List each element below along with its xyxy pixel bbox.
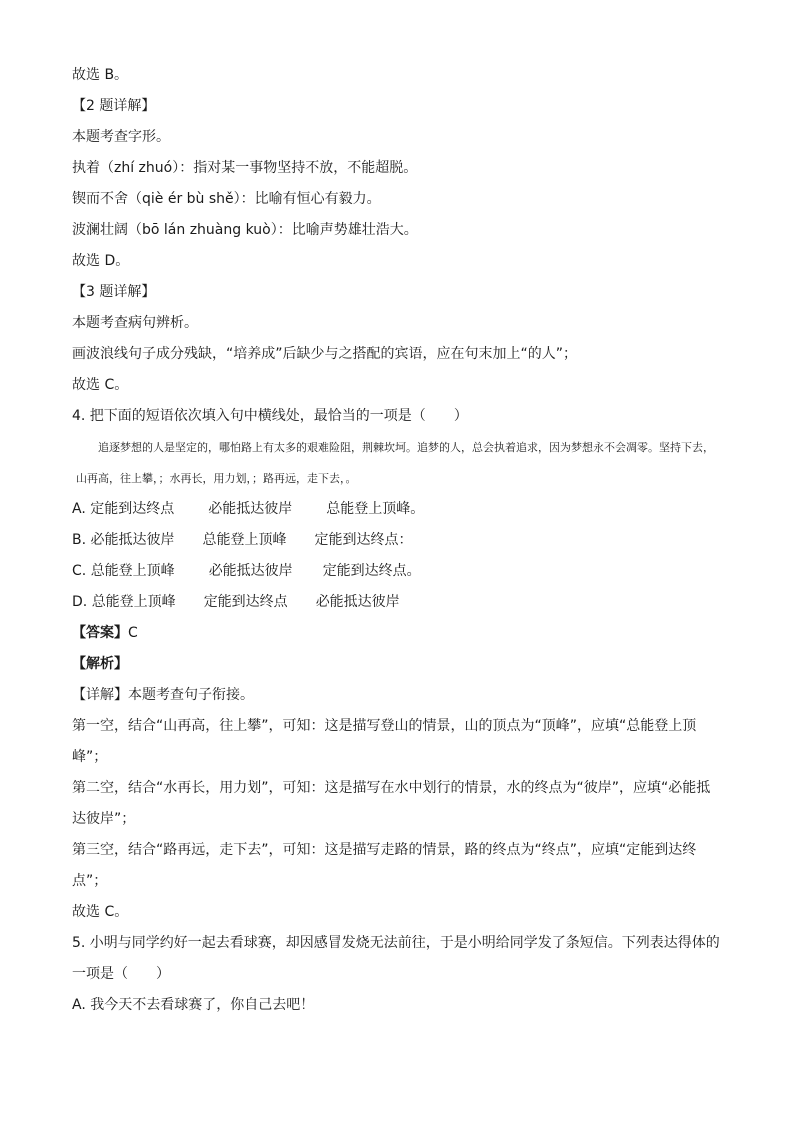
conclusion-q1: 故选 B。 [72, 67, 129, 83]
analysis-q3: 画波浪线句子成分残缺，“培养成”后缺少与之搭配的宾语，应在句末加上“的人”； [72, 346, 578, 362]
option-phrase-1: 必能抵达彼岸 [90, 532, 175, 548]
section-heading-q3: 【3 题详解】 [72, 284, 156, 300]
option-phrase-3: 总能登上顶峰。 [326, 501, 425, 517]
question-5-stem-line-2 [72, 959, 724, 990]
conclusion-q4: 故选 C。 [72, 904, 129, 920]
option-letter: A. [72, 501, 86, 517]
analysis-label: 【解析】 [72, 656, 128, 672]
option-phrase-3: 定能到达终点： [314, 532, 413, 548]
option-phrase-2: 定能到达终点 [203, 594, 288, 610]
blank-2-explanation: 第二空，结合“水再长，用力划”，可知：这是描写在水中划行的情景，水的终点为“彼岸”，应填“必能抵达彼岸”； [72, 780, 711, 827]
option-b [72, 525, 724, 556]
question-5-option-a: A. 我今天不去看球赛了，你自己去吧！ [72, 997, 315, 1013]
detail-line [72, 680, 724, 711]
option-d [72, 587, 724, 618]
option-phrase-2: 必能抵达彼岸 [208, 501, 293, 517]
word-explanation-bolanzhuangkuo: 波澜壮阔（bō lán zhuàng kuò）：比喻声势雄壮浩大。 [72, 222, 418, 238]
word-explanation-qieerbushe: 锲而不舍（qiè ér bù shě）：比喻有恒心有毅力。 [72, 191, 381, 207]
option-c [72, 556, 724, 587]
option-phrase-2: 必能抵达彼岸 [208, 563, 293, 579]
option-phrase-1: 定能到达终点 [90, 501, 175, 517]
topic-q2: 本题考查字形。 [72, 129, 170, 145]
option-phrase-2: 总能登上顶峰 [202, 532, 287, 548]
blank-1-explanation: 第一空，结合“山再高，往上攀”，可知：这是描写登山的情景，山的顶点为“顶峰”，应填“总能登上顶峰”； [72, 718, 697, 765]
word-explanation-zhizhuo: 执着（zhí zhuó）：指对某一事物坚持不放，不能超脱。 [72, 160, 418, 176]
option-phrase-1: 总能登上顶峰 [90, 563, 175, 579]
option-phrase-3: 定能到达终点。 [322, 563, 421, 579]
answer-label: 【答案】 [72, 625, 128, 641]
option-a [72, 494, 724, 525]
section-heading-q2: 【2 题详解】 [72, 98, 156, 114]
option-letter: D. [72, 594, 88, 610]
blank-3-explanation: 第三空，结合“路再远，走下去”，可知：这是描写走路的情景，路的终点为“终点”，应填“定能到达终点”； [72, 842, 697, 889]
question-5-stem-text: 一项是（ [72, 966, 128, 982]
question-4-stem [72, 401, 724, 432]
answer-line [72, 618, 724, 649]
question-4-passage: 追逐梦想的人是坚定的，哪怕路上有太多的艰难险阻，荆棘坎坷。追梦的人，总会执着追求，因为梦想永不会凋零。坚持下去，山再高，往上攀，；水再长，用力划，；路再远，走下去，。 [76, 441, 714, 485]
detail-text: 本题考查句子衔接。 [128, 687, 254, 703]
detail-label: 【详解】 [72, 687, 128, 703]
question-5-stem-close: ） [156, 966, 170, 982]
topic-q3: 本题考查病句辨析。 [72, 315, 198, 331]
option-phrase-3: 必能抵达彼岸 [315, 594, 400, 610]
option-letter: B. [72, 532, 87, 548]
answer-value: C [128, 625, 138, 641]
question-4-stem-text: 4. 把下面的短语依次填入句中横线处，最恰当的一项是（ [72, 408, 426, 424]
conclusion-q2: 故选 D。 [72, 253, 130, 269]
conclusion-q3: 故选 C。 [72, 377, 129, 393]
document-page [72, 60, 724, 1021]
option-phrase-1: 总能登上顶峰 [91, 594, 176, 610]
question-4-stem-close: ） [453, 408, 468, 424]
option-letter: C. [72, 563, 87, 579]
question-5-stem-line-1: 5. 小明与同学约好一起去看球赛，却因感冒发烧无法前往，于是小明给同学发了条短信。下列表达得体的 [72, 935, 720, 951]
